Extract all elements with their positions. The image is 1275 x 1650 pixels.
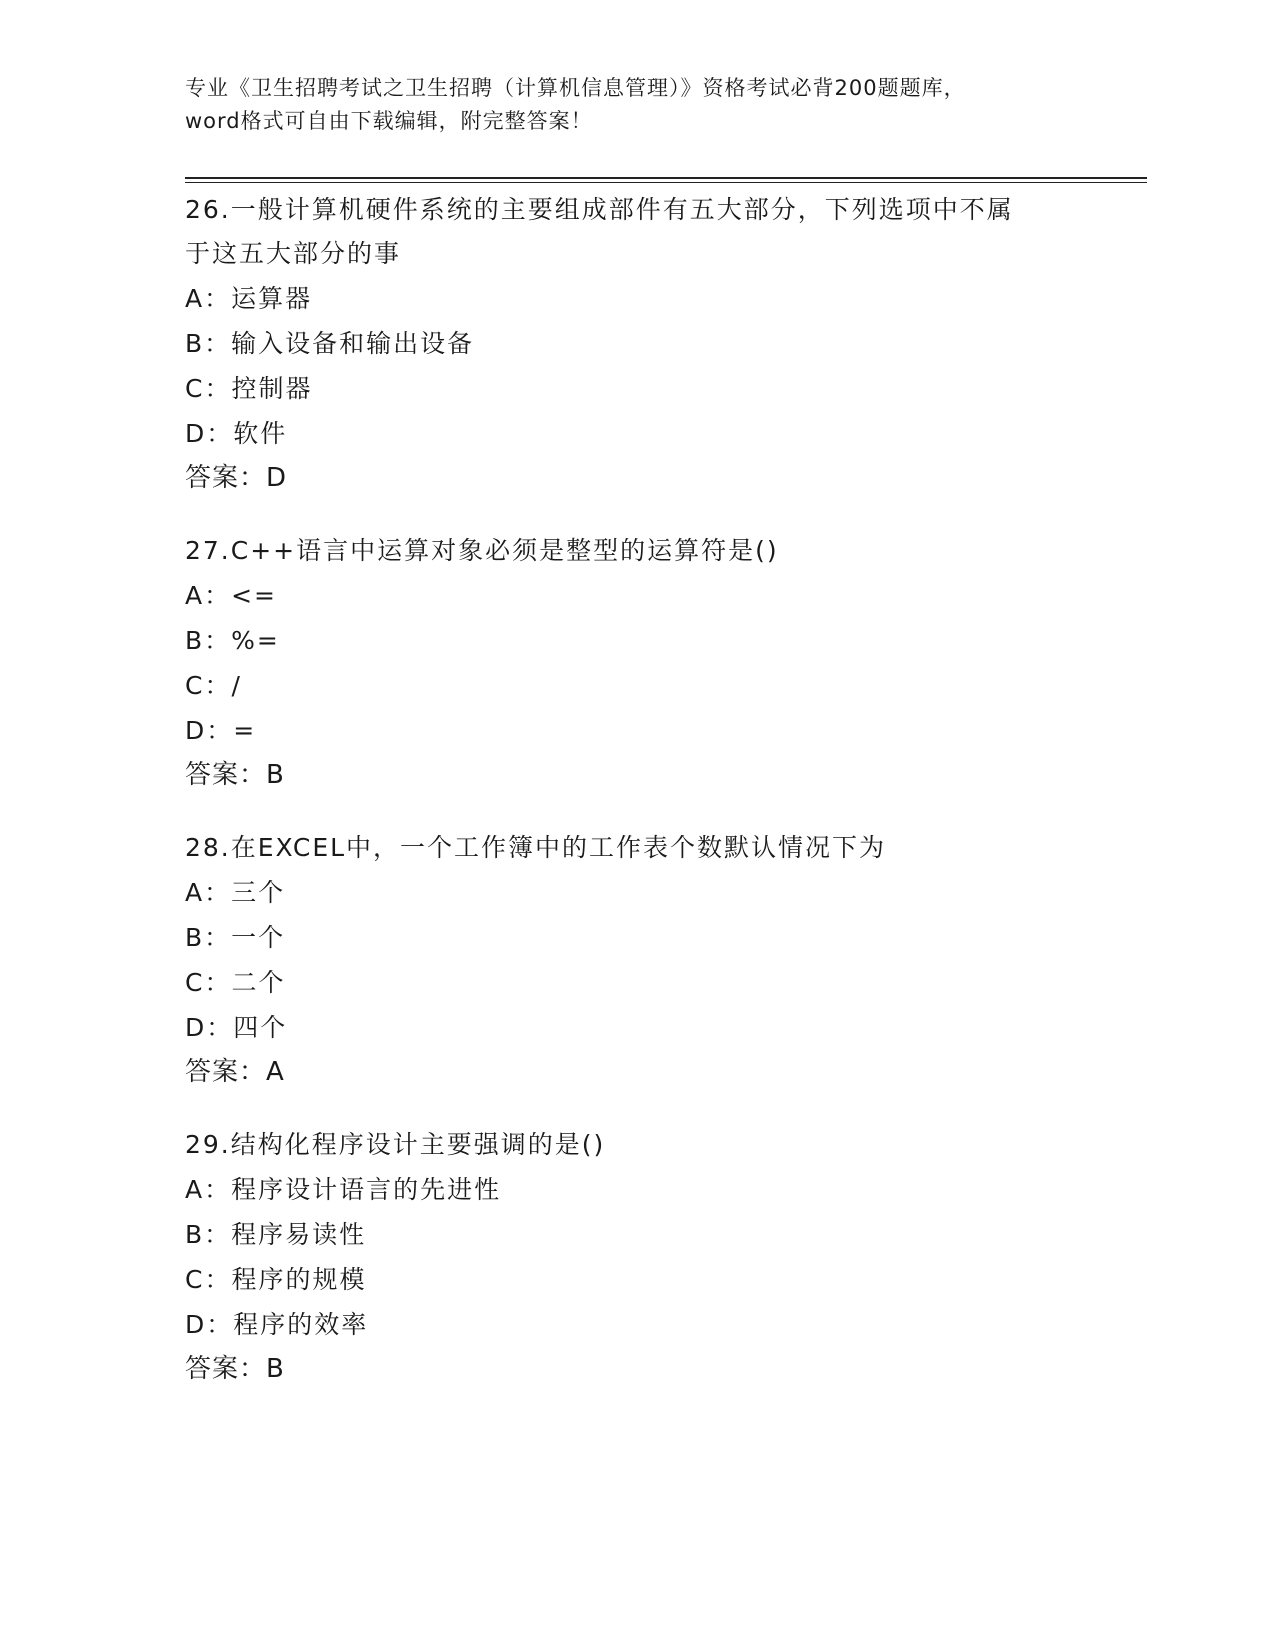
header-line-2: word格式可自由下载编辑，附完整答案！ bbox=[185, 109, 593, 133]
question-27 bbox=[185, 529, 1085, 798]
option-d: D：四个 bbox=[185, 1013, 288, 1042]
header-divider-thin bbox=[185, 182, 1147, 183]
option-b: B：输入设备和输出设备 bbox=[185, 329, 475, 358]
option-d: D：= bbox=[185, 716, 257, 745]
question-list bbox=[185, 188, 1085, 1420]
document-header bbox=[185, 72, 1085, 138]
answer-line: 答案：B bbox=[185, 760, 285, 790]
answer-line: 答案：A bbox=[185, 1057, 285, 1087]
option-c: C：二个 bbox=[185, 968, 286, 997]
question-26 bbox=[185, 188, 1085, 501]
header-divider-thick bbox=[185, 177, 1147, 179]
answer-line: 答案：B bbox=[185, 1354, 285, 1384]
option-a: A：<= bbox=[185, 581, 277, 610]
option-c: C：/ bbox=[185, 671, 242, 700]
question-text-line-1: 29.结构化程序设计主要强调的是() bbox=[185, 1130, 606, 1159]
header-line-1: 专业《卫生招聘考试之卫生招聘（计算机信息管理）》资格考试必背200题题库， bbox=[185, 76, 966, 100]
question-28 bbox=[185, 826, 1085, 1095]
option-a: A：三个 bbox=[185, 878, 286, 907]
option-d: D：程序的效率 bbox=[185, 1310, 369, 1339]
question-text-line-1: 27.C++语言中运算对象必须是整型的运算符是() bbox=[185, 536, 779, 565]
option-c: C：控制器 bbox=[185, 374, 313, 403]
option-a: A：程序设计语言的先进性 bbox=[185, 1175, 502, 1204]
option-d: D：软件 bbox=[185, 419, 288, 448]
option-b: B：一个 bbox=[185, 923, 286, 952]
answer-line: 答案：D bbox=[185, 463, 288, 493]
question-text-line-1: 28.在EXCEL中，一个工作簿中的工作表个数默认情况下为 bbox=[185, 833, 887, 862]
question-text-line-1: 26.一般计算机硬件系统的主要组成部件有五大部分，下列选项中不属 bbox=[185, 195, 1014, 224]
option-b: B：程序易读性 bbox=[185, 1220, 367, 1249]
question-text-line-2: 于这五大部分的事 bbox=[185, 239, 402, 268]
question-29 bbox=[185, 1123, 1085, 1392]
option-b: B：%= bbox=[185, 626, 280, 655]
option-a: A：运算器 bbox=[185, 284, 313, 313]
option-c: C：程序的规模 bbox=[185, 1265, 367, 1294]
